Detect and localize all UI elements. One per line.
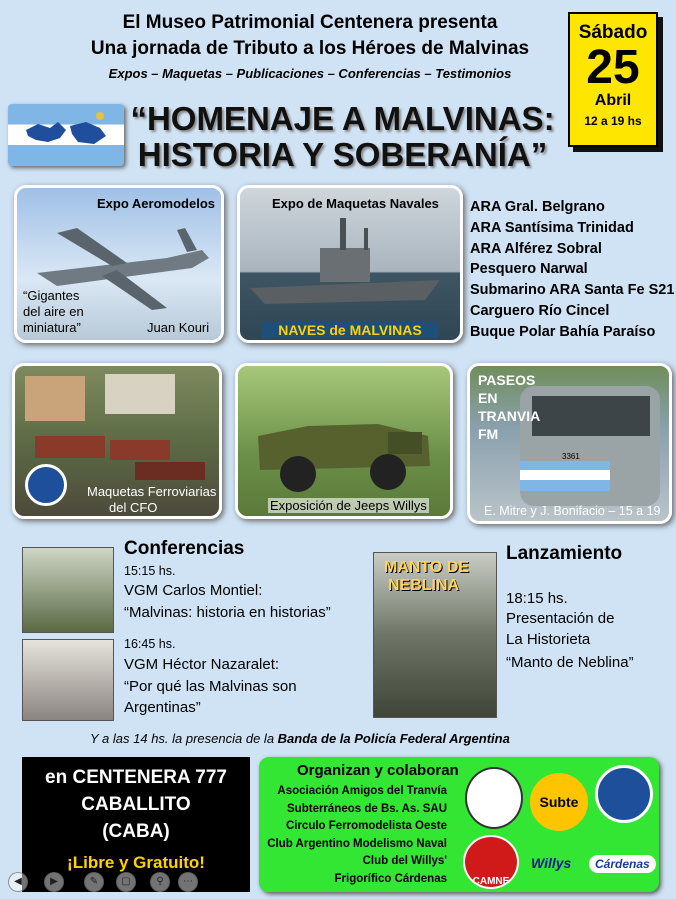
cfo-logo bbox=[25, 464, 67, 506]
date-box bbox=[568, 12, 658, 147]
talk1-speaker: VGM Carlos Montiel: bbox=[124, 582, 263, 599]
talk2-topic-1: “Por qué las Malvinas son bbox=[124, 678, 297, 695]
venue-line-1: en CENTENERA 777 bbox=[45, 767, 227, 788]
comic-title-1: MANTO DE bbox=[384, 559, 470, 576]
header-line-1: El Museo Patrimonial Centenera presenta bbox=[122, 12, 498, 33]
previous-page-button[interactable]: ◀ bbox=[8, 872, 28, 892]
rail-caption-2: del CFO bbox=[109, 500, 158, 515]
list-item: Club Argentino Modelismo Naval bbox=[267, 837, 447, 850]
date-day-number: 25 bbox=[586, 41, 640, 94]
talk2-topic-2: Argentinas” bbox=[124, 699, 201, 716]
malvinas-islands-icon bbox=[8, 104, 124, 166]
next-page-button[interactable]: ▶ bbox=[44, 872, 64, 892]
aeromodelos-card bbox=[14, 185, 224, 343]
organizers-list bbox=[259, 783, 447, 889]
band-name: Banda de la Policía Federal Argentina bbox=[277, 731, 510, 746]
comic-cover-image bbox=[373, 552, 497, 718]
tram-icon bbox=[470, 366, 669, 521]
tram-line-2: EN bbox=[478, 390, 498, 406]
list-item: Asociación Amigos del Tranvía bbox=[277, 785, 447, 797]
comic-title-2: NEBLINA bbox=[388, 577, 460, 594]
lanzamiento-time: 18:15 hs. bbox=[506, 590, 568, 607]
camne-logo: CAMNE bbox=[463, 835, 519, 889]
list-item: Circulo Ferromodelista Oeste bbox=[285, 820, 447, 833]
list-item: Carguero Río Cincel bbox=[470, 302, 610, 319]
viewer-toolbar bbox=[0, 868, 200, 898]
ship-list bbox=[470, 197, 674, 343]
tram-card bbox=[467, 363, 672, 524]
main-title-line-2: HISTORIA Y SOBERANÍA” bbox=[137, 136, 548, 173]
malvinas-flag-image bbox=[8, 104, 124, 166]
aeromodelos-author: Juan Kouri bbox=[147, 320, 210, 335]
main-title-line-1: “HOMENAJE A MALVINAS: bbox=[130, 100, 555, 137]
talk1-topic: “Malvinas: historia en historias” bbox=[124, 604, 331, 621]
conferencias-title: Conferencias bbox=[124, 538, 245, 559]
list-item: Subterráneos de Bs. As. SAU bbox=[287, 802, 447, 815]
tram-caption: E. Mitre y J. Bonifacio – 15 a 19 bbox=[484, 504, 661, 518]
lanzamiento-line-3: “Manto de Neblina” bbox=[506, 654, 634, 671]
speaker-photo-montiel bbox=[22, 547, 114, 633]
organizers-box bbox=[259, 757, 659, 892]
naval-card bbox=[237, 185, 463, 343]
date-month: Abril bbox=[594, 92, 632, 109]
header-subtitle: Expos – Maquetas – Publicaciones – Conferencias – Testimonios bbox=[108, 66, 512, 81]
willys-logo: Willys bbox=[531, 855, 572, 871]
lanzamiento-title: Lanzamiento bbox=[506, 543, 623, 564]
pen-icon[interactable]: ✎ bbox=[84, 872, 104, 892]
list-item: Club del Willys' bbox=[362, 855, 447, 868]
lanzamiento-line-1: Presentación de bbox=[506, 610, 615, 627]
header-line-2: Una jornada de Tributo a los Héroes de Malvinas bbox=[90, 38, 530, 59]
list-item: Submarino ARA Santa Fe S21 bbox=[470, 282, 675, 299]
tram-number: 3361 bbox=[562, 452, 580, 461]
aeromodelos-quote-1: “Gigantes bbox=[23, 288, 80, 303]
list-item: Pesquero Narwal bbox=[470, 261, 588, 278]
jeep-caption: Exposición de Jeeps Willys bbox=[270, 498, 427, 513]
venue-line-2: CABALLITO bbox=[81, 794, 191, 815]
tram-line-4: FM bbox=[478, 426, 499, 442]
list-item: ARA Santísima Trinidad bbox=[470, 219, 634, 236]
list-item: Frigorífico Cárdenas bbox=[334, 872, 447, 885]
talk2-time: 16:45 hs. bbox=[124, 637, 176, 651]
jeep-icon bbox=[238, 366, 450, 516]
lanzamiento-line-2: La Historieta bbox=[506, 631, 591, 648]
zoom-icon[interactable]: ⚲ bbox=[150, 872, 170, 892]
cfo-logo bbox=[595, 765, 653, 823]
aeromodelos-quote-2: del aire en bbox=[23, 304, 84, 319]
date-hours: 12 a 19 hs bbox=[584, 114, 642, 128]
band-prefix: Y a las 14 hs. la presencia de la bbox=[90, 731, 275, 746]
list-item: ARA Gral. Belgrano bbox=[470, 199, 605, 215]
aeromodelos-quote-3: miniatura” bbox=[23, 320, 81, 335]
list-item: Buque Polar Bahía Paraíso bbox=[470, 323, 656, 340]
venue-line-3: (CABA) bbox=[102, 821, 170, 842]
talk1-time: 15:15 hs. bbox=[124, 564, 176, 578]
organizers-title: Organizan y colaboran bbox=[297, 762, 459, 779]
amigos-tranvia-logo bbox=[465, 767, 523, 829]
rail-caption-1: Maquetas Ferroviarias bbox=[87, 484, 217, 499]
aeromodelos-title: Expo Aeromodelos bbox=[97, 196, 215, 211]
tram-line-1: PASEOS bbox=[478, 372, 536, 388]
date-day-name: Sábado bbox=[578, 22, 648, 43]
tram-line-3: TRANVIA bbox=[478, 408, 541, 424]
rail-card bbox=[12, 363, 222, 519]
list-item: ARA Alférez Sobral bbox=[470, 240, 602, 257]
naval-title: Expo de Maquetas Navales bbox=[272, 196, 439, 211]
venue-free: ¡Libre y Gratuito! bbox=[67, 853, 205, 872]
speaker-photo-nazaralet bbox=[22, 639, 114, 721]
fullscreen-icon[interactable]: ▢ bbox=[116, 872, 136, 892]
naval-banner: NAVES de MALVINAS bbox=[262, 322, 438, 338]
band-line bbox=[90, 731, 510, 746]
jeep-card bbox=[235, 363, 453, 519]
talk2-speaker: VGM Héctor Nazaralet: bbox=[124, 656, 280, 673]
cardenas-logo: Cárdenas bbox=[589, 855, 656, 873]
subte-logo: Subte bbox=[530, 773, 588, 831]
more-icon[interactable]: ⋯ bbox=[178, 872, 198, 892]
